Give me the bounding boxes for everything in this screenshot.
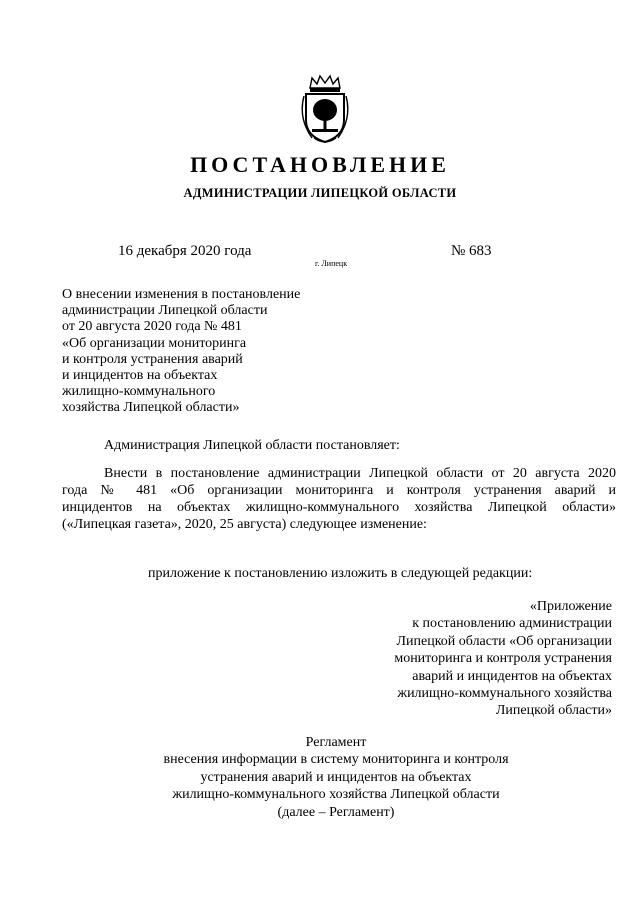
appendix-line: жилищно-коммунального хозяйства — [397, 686, 612, 702]
heading-line: жилищно-коммунального — [62, 384, 216, 400]
document-city: г. Липецк — [315, 259, 348, 268]
paragraph-line: («Липецкая газета», 2020, 25 августа) следующее изменение: — [62, 517, 427, 532]
heading-line: хозяйства Липецкой области» — [62, 400, 240, 416]
regulation-line: Регламент — [305, 735, 367, 750]
document-number: № 683 — [451, 243, 492, 259]
coat-of-arms-icon — [300, 74, 350, 146]
document-subtitle: АДМИНИСТРАЦИИ ЛИПЕЦКОЙ ОБЛАСТИ — [183, 186, 457, 200]
document-title: ПОСТАНОВЛЕНИЕ — [190, 152, 450, 177]
regulation-line: (далее – Регламент) — [277, 804, 395, 820]
paragraph-line: Внести в постановление администрации Липецкой области от 20 августа 2020 — [104, 466, 616, 481]
regulation-line: внесения информации в систему мониторинга и контроля — [163, 752, 509, 768]
appendix-line: «Приложение — [529, 599, 612, 614]
heading-line: «Об организации мониторинга — [62, 335, 247, 351]
heading-line: О внесении изменения в постановление — [62, 287, 301, 302]
heading-line: администрации Липецкой области — [62, 303, 268, 319]
paragraph-line: инцидентов на объектах жилищно-коммунального хозяйства Липецкой области» — [62, 500, 616, 515]
paragraph-line: года № 481 «Об организации мониторинга и контроля устранения аварий и — [62, 483, 616, 498]
regulation-line: жилищно-коммунального хозяйства Липецкой области — [172, 787, 500, 803]
regulation-line: устранения аварий и инцидентов на объектах — [200, 769, 472, 785]
main-paragraph — [62, 465, 616, 533]
appendix-line: к постановлению администрации — [412, 616, 612, 632]
appendix-line: аварий и инцидентов на объектах — [412, 668, 612, 684]
appendix-line: мониторинга и контроля устранения — [394, 651, 612, 667]
heading-line: и инцидентов на объектах — [62, 368, 218, 384]
appendix-line: Липецкой области «Об организации — [396, 633, 612, 649]
appendix-instruction: приложение к постановлению изложить в следующей редакции: — [148, 566, 533, 581]
document-heading — [62, 287, 362, 417]
intro-paragraph: Администрация Липецкой области постановляет: — [104, 438, 400, 453]
regulation-title — [0, 734, 640, 821]
appendix-line: Липецкой области» — [495, 703, 612, 719]
document-date: 16 декабря 2020 года — [118, 243, 252, 259]
heading-line: и контроля устранения аварий — [62, 351, 243, 367]
appendix-reference — [312, 598, 612, 720]
heading-line: от 20 августа 2020 года № 481 — [62, 319, 242, 335]
